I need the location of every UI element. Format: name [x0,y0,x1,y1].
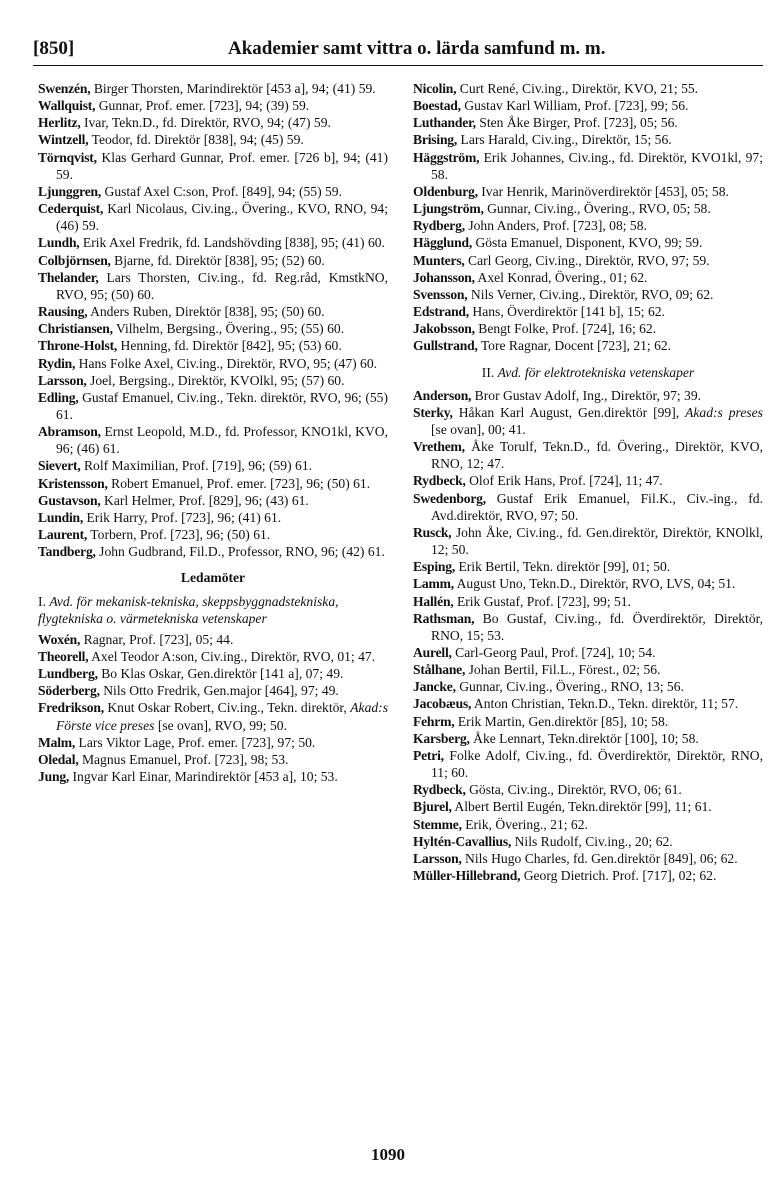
entry-details: Ragnar, Prof. [723], 05; 44. [83,631,234,647]
entry-details: Klas Gerhard Gunnar, Prof. emer. [726 b], 94; (41) 59. [56,149,388,182]
entry-surname: Christiansen, [38,321,113,337]
entry-details: Erik Bertil, Tekn. direktör [99], 01; 50. [458,559,671,575]
entry-surname: Esping, [413,559,456,575]
entry-surname: Nicolin, [413,81,457,96]
register-entry [413,200,763,217]
entry-surname: Svensson, [413,286,468,302]
entry-surname: Colbjörnsen, [38,252,111,268]
register-entry [38,200,388,234]
entry-surname: Fehrm, [413,713,455,729]
entry-details: Bo Gustaf, Civ.ing., fd. Överdirektör, Direktör, RNO, 15; 53. [431,610,763,643]
header-rule [33,65,763,66]
page-reference: [850] [33,38,75,59]
register-entry [38,389,388,423]
register-entry [38,648,388,665]
entry-details: Erik Johannes, Civ.ing., fd. Direktör, KVO1kl, 97; 58. [431,149,763,182]
entry-surname: Tandberg, [38,544,96,560]
entry-surname: Wallquist, [38,98,96,114]
entry-details: Gunnar, Civ.ing., Övering., RVO, 05; 58. [487,201,711,217]
entry-surname: Laurent, [38,527,88,543]
register-entry [413,490,763,524]
entry-surname: Häggström, [413,149,480,165]
section-1-title: Avd. för mekanisk-tekniska, skeppsbyggnadstekniska, flygtekniska o. värmetekniska vetenskaper [38,593,339,626]
register-entry [38,252,388,269]
entry-details: Gösta Emanuel, Disponent, KVO, 99; 59. [475,235,703,251]
register-entry [413,867,763,884]
entry-details: Åke Lennart, Tekn.direktör [100], 10; 58. [473,730,699,746]
entry-surname: Söderberg, [38,683,100,699]
register-entry [413,80,763,97]
entry-surname: Edling, [38,389,79,405]
register-entry [38,131,388,148]
register-entry [38,303,388,320]
entry-details: Erik Harry, Prof. [723], 96; (41) 61. [86,509,282,525]
register-entry [413,575,763,592]
entry-details: Bror Gustav Adolf, Ing., Direktör, 97; 39. [474,387,702,403]
entry-details: Curt René, Civ.ing., Direktör, KVO, 21; 55. [459,81,699,96]
register-entry [38,543,388,560]
register-entry [413,558,763,575]
entry-details: Bengt Folke, Prof. [724], 16; 62. [478,321,657,337]
register-entry [38,457,388,474]
entry-details: John Gudbrand, Fil.D., Professor, RNO, 96; (42) 61. [99,544,385,560]
entry-details: Erik Martin, Gen.direktör [85], 10; 58. [457,713,669,729]
entry-surname: Kristensson, [38,475,108,491]
entry-details: Carl Georg, Civ.ing., Direktör, RVO, 97; 59. [468,252,710,268]
entry-details: Tore Ragnar, Docent [723], 21; 62. [480,338,672,354]
entry-surname: Jacobæus, [413,696,472,712]
register-entry [413,252,763,269]
register-entry [413,678,763,695]
entry-details: John Åke, Civ.ing., fd. Gen.direktör, Direktör, KNOlkl, 12; 50. [431,524,763,558]
entry-surname: Aurell, [413,645,452,660]
entry-surname: Cederquist, [38,201,104,217]
section-2-heading [413,364,763,381]
entry-details: Georg Dietrich. Prof. [717], 02; 62. [523,868,717,884]
entry-surname: Johansson, [413,269,475,285]
entry-details: Rolf Maximilian, Prof. [719], 96; (59) 61. [83,458,313,474]
entry-details: Olof Erik Hans, Prof. [724], 11; 47. [469,473,663,489]
entry-details: Gunnar, Civ.ing., Övering., RNO, 13; 56. [459,679,684,695]
entry-surname: Rathsman, [413,610,475,626]
register-entry [413,320,763,337]
register-entry [38,269,388,303]
register-entry [413,286,763,303]
entry-details: Torbern, Prof. [723], 96; (50) 61. [90,527,271,543]
entry-details: Sten Åke Birger, Prof. [723], 05; 56. [479,115,678,131]
entry-details: Johan Bertil, Fil.L., Förest., 02; 56. [468,662,661,678]
entry-details: Lars Thorsten, Civ.ing., fd. Reg.råd, KmstkNO, RVO, 95; (50) 60. [56,269,388,302]
entry-details-tail: [se ovan], 00; 41. [431,421,526,437]
register-entry [413,798,763,815]
register-entry [413,713,763,730]
entry-surname: Sterky, [413,404,453,420]
entry-details: August Uno, Tekn.D., Direktör, RVO, LVS, 04; 51. [456,576,736,592]
register-entry [413,816,763,833]
entry-surname: Vrethem, [413,439,465,455]
register-entry [38,114,388,131]
entry-surname: Boestad, [413,98,461,114]
section-2-title: Avd. för elektrotekniska vetenskaper [497,364,695,380]
entry-details: Bo Klas Oskar, Gen.direktör [141 a], 07; 49. [101,666,344,682]
entry-details: Hans, Överdirektör [141 b], 15; 62. [472,304,665,320]
entry-details: Gunnar, Prof. emer. [723], 94; (39) 59. [98,98,310,114]
register-entry [38,768,388,785]
entry-surname: Herlitz, [38,115,81,131]
register-entry [38,665,388,682]
register-entry [413,730,763,747]
section-1-number: I. [38,593,46,609]
register-entry [413,661,763,678]
entry-surname: Throne-Holst, [38,338,118,354]
ledamoter-heading: Ledamöter [180,570,246,586]
entry-details: Gustav Karl William, Prof. [723], 99; 56. [464,98,689,114]
register-entry [38,320,388,337]
register-entry [38,355,388,372]
entry-details: Joel, Bergsing., Direktör, KVOlkl, 95; (57) 60. [90,372,345,388]
entry-surname: Hallén, [413,593,454,609]
section-2-number: II. [481,364,495,380]
entry-details: Gustaf Axel C:son, Prof. [849], 94; (55) 59. [104,183,342,199]
entry-details: Teodor, fd. Direktör [838], 94; (45) 59. [91,132,304,148]
entry-surname: Hägglund, [413,235,473,251]
entry-surname: Ljunggren, [38,183,102,199]
entry-surname: Rydberg, [413,218,465,234]
entry-details: Henning, fd. Direktör [842], 95; (53) 60. [120,338,342,354]
entry-details: Håkan Karl August, Gen.direktör [99], [458,404,680,420]
register-entry [38,699,388,733]
left-column [38,80,388,785]
register-entry [38,183,388,200]
entry-surname: Gustavson, [38,492,101,508]
register-entry [38,475,388,492]
register-entry [38,526,388,543]
register-entry [413,472,763,489]
entry-surname: Anderson, [413,387,472,403]
section-1-heading [38,593,388,627]
register-entry [38,734,388,751]
entry-details: Nils Hugo Charles, fd. Gen.direktör [849], 06; 62. [465,850,738,866]
entry-surname: Brising, [413,132,458,148]
entry-surname: Lamm, [413,576,454,592]
entry-surname: Larsson, [413,850,462,866]
entry-details: Ernst Leopold, M.D., fd. Professor, KNO1kl, KVO, 96; (46) 61. [56,424,388,457]
entry-surname: Wintzell, [38,132,89,148]
register-entry [413,234,763,251]
entry-surname: Oledal, [38,751,79,767]
register-entry [38,509,388,526]
entry-surname: Luthander, [413,115,476,131]
register-entry [413,404,763,438]
entry-surname: Swedenborg, [413,490,486,506]
register-entry [413,850,763,867]
section-2-entry-list [413,387,763,885]
entry-details-tail: [se ovan], RVO, 99; 50. [157,717,287,733]
entry-surname: Bjurel, [413,799,452,815]
entry-details: Erik, Övering., 21; 62. [465,816,588,832]
entry-surname: Lundin, [38,509,84,525]
entry-surname: Jancke, [413,679,456,695]
entry-surname: Woxén, [38,631,81,647]
register-entry [413,695,763,712]
entry-surname: Thelander, [38,269,99,285]
entry-details: Anton Christian, Tekn.D., Tekn. direktör, 11; 57. [473,696,739,712]
entry-surname: Ljungström, [413,201,484,217]
register-entry [413,303,763,320]
entry-details: Ivar Henrik, Marinöverdirektör [453], 05; 58. [481,183,729,199]
entry-surname: Lundh, [38,235,80,251]
register-entry [38,492,388,509]
entry-surname: Edstrand, [413,304,469,320]
entry-surname: Oldenburg, [413,183,478,199]
register-entry [38,631,388,648]
entry-surname: Malm, [38,734,76,750]
entry-role: Akad:s Förste vice preses [56,700,388,733]
entry-details: Axel Teodor A:son, Civ.ing., Direktör, RVO, 01; 47. [91,649,376,664]
entry-details: Robert Emanuel, Prof. emer. [723], 96; (50) 61. [111,475,371,491]
section-1-entry-list [38,631,388,785]
entry-surname: Jakobsson, [413,321,475,337]
entry-details: Ingvar Karl Einar, Marindirektör [453 a], 10; 53. [72,769,338,785]
register-entry [413,337,763,354]
entry-details: Birger Thorsten, Marindirektör [453 a], 94; (41) 59. [93,81,376,96]
entry-surname: Larsson, [38,372,87,388]
entry-details: Carl-Georg Paul, Prof. [724], 10; 54. [455,645,656,660]
entry-details: Erik Gustaf, Prof. [723], 99; 51. [456,593,631,609]
register-entry [413,269,763,286]
entry-details: Karl Helmer, Prof. [829], 96; (43) 61. [104,492,309,508]
register-entry [413,747,763,781]
entry-details: Nils Verner, Civ.ing., Direktör, RVO, 09; 62. [470,286,714,302]
entry-surname: Abramson, [38,424,101,440]
register-entry [413,217,763,234]
entry-surname: Fredrikson, [38,700,104,716]
entry-details: Karl Nicolaus, Civ.ing., Övering., KVO, RNO, 94; (46) 59. [56,201,388,234]
left-entry-list [38,80,388,560]
entry-surname: Rydin, [38,355,76,371]
register-entry [38,423,388,457]
right-entry-list [413,80,763,355]
register-entry [38,97,388,114]
register-entry [413,781,763,798]
entry-details: Ivar, Tekn.D., fd. Direktör, RVO, 94; (47) 59. [83,115,331,131]
entry-surname: Petri, [413,747,444,763]
entry-details: John Anders, Prof. [723], 08; 58. [468,218,647,234]
entry-surname: Munters, [413,252,465,268]
entry-details: Hans Folke Axel, Civ.ing., Direktör, RVO, 95; (47) 60. [78,355,378,371]
entry-surname: Hyltén-Cavallius, [413,833,512,849]
entry-details: Anders Ruben, Direktör [838], 95; (50) 60. [90,304,325,320]
register-entry [38,80,388,97]
entry-surname: Stålhane, [413,662,466,678]
register-entry [38,234,388,251]
entry-surname: Theorell, [38,649,89,664]
register-entry [413,610,763,644]
register-entry [38,751,388,768]
entry-surname: Rausing, [38,304,88,320]
entry-details: Vilhelm, Bergsing., Övering., 95; (55) 60. [115,321,345,337]
register-entry [413,114,763,131]
entry-details: Bjarne, fd. Direktör [838], 95; (52) 60. [114,252,325,268]
entry-details: Lars Harald, Civ.ing., Direktör, 15; 56. [460,132,672,148]
register-entry [413,149,763,183]
entry-details: Åke Torulf, Tekn.D., fd. Övering., Direktör, KVO, RNO, 12; 47. [431,439,763,472]
register-entry [413,524,763,558]
entry-surname: Rusck, [413,524,452,540]
page-number: 1090 [371,1145,405,1164]
register-entry [38,682,388,699]
register-entry [413,833,763,850]
header-title: Akademier samt vittra o. lärda samfund m. m. [228,38,606,59]
entry-surname: Jung, [38,769,70,785]
register-entry [413,97,763,114]
entry-surname: Rydbeck, [413,782,466,798]
entry-details: Nils Rudolf, Civ.ing., 20; 62. [514,833,673,849]
entry-details: Nils Otto Fredrik, Gen.major [464], 97; 49. [103,683,339,699]
entry-surname: Stemme, [413,816,462,832]
entry-details: Axel Konrad, Övering., 01; 62. [477,269,648,285]
entry-details: Gösta, Civ.ing., Direktör, RVO, 06; 61. [469,782,682,798]
entry-details: Folke Adolf, Civ.ing., fd. Överdirektör, Direktör, RNO, 11; 60. [431,747,763,781]
entry-surname: Gullstrand, [413,338,478,354]
entry-details: Gustaf Emanuel, Civ.ing., Tekn. direktör, RVO, 96; (55) 61. [56,389,388,422]
register-entry [413,183,763,200]
register-entry [413,644,763,661]
register-entry [413,438,763,472]
entry-surname: Sievert, [38,458,81,474]
entry-surname: Lundberg, [38,666,98,682]
entry-surname: Swenzén, [38,81,91,96]
register-entry [38,149,388,183]
register-entry [413,387,763,404]
entry-details: Knut Oskar Robert, Civ.ing., Tekn. direktör, [107,700,347,716]
register-entry [413,131,763,148]
entry-details: Magnus Emanuel, Prof. [723], 98; 53. [81,751,289,767]
entry-surname: Törnqvist, [38,149,97,165]
register-entry [38,337,388,354]
right-column [413,80,763,884]
entry-surname: Müller-Hillebrand, [413,868,521,884]
entry-surname: Rydbeck, [413,473,466,489]
register-entry [38,372,388,389]
entry-role: Akad:s preses [685,404,763,420]
entry-details: Gustaf Erik Emanuel, Fil.K., Civ.-ing., fd. Avd.direktör, RVO, 97; 50. [431,490,763,523]
entry-details: Lars Viktor Lage, Prof. emer. [723], 97; 50. [78,734,316,750]
entry-details: Albert Bertil Eugén, Tekn.direktör [99], 11; 61. [454,799,712,815]
entry-details: Erik Axel Fredrik, fd. Landshövding [838], 95; (41) 60. [82,235,385,251]
entry-surname: Karsberg, [413,730,470,746]
register-entry [413,593,763,610]
